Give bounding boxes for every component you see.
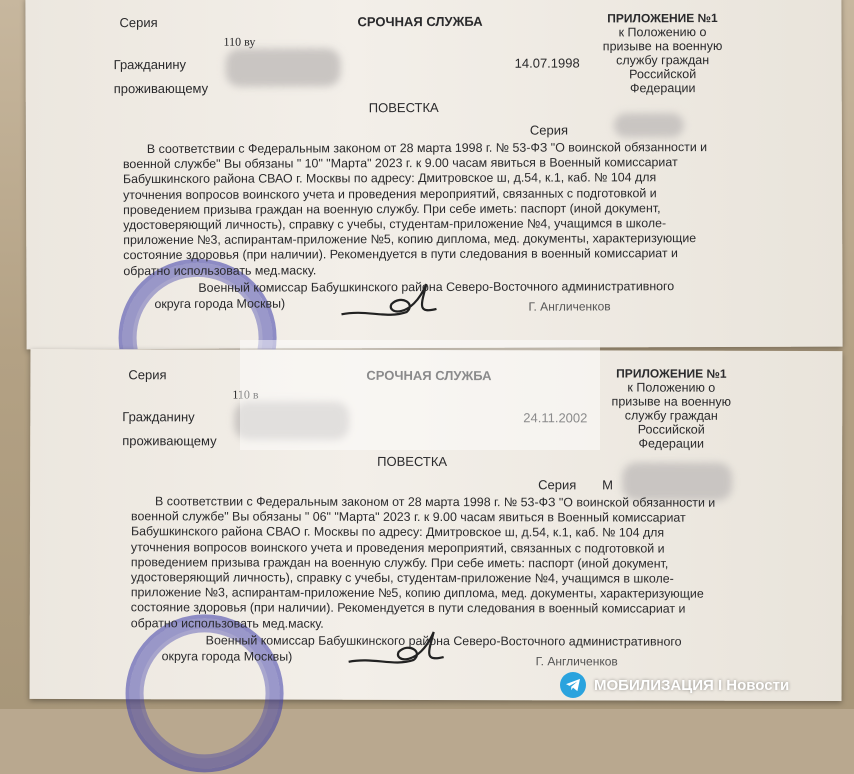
summons-heading: ПОВЕСТКА — [368, 99, 439, 116]
series-number: 110 ву — [223, 34, 256, 49]
birth-date: 24.11.2002 — [523, 410, 588, 426]
series-label-2: Серия — [529, 122, 569, 138]
body-line: удостоверяющий личность), справку с учебы, студентам-приложение №4, учащимся в школе- — [123, 216, 667, 233]
redacted-series — [614, 113, 684, 137]
service-type-title: СРОЧНАЯ СЛУЖБА — [357, 13, 483, 30]
appendix-line: ПРИЛОЖЕНИЕ №1 — [616, 366, 727, 381]
summons-body — [131, 494, 791, 633]
body-line: проведением призыва граждан на военную службу. При себе иметь: паспорт (иной документ, — [130, 555, 669, 571]
summons-body — [123, 140, 783, 279]
body-line: состояние здоровья (при наличии). Рекомендуется в пути следования в военный комиссариат и — [123, 246, 678, 263]
summons-heading: ПОВЕСТКА — [377, 453, 448, 470]
citizen-label: Гражданину — [122, 409, 195, 425]
series-value-2: М — [602, 477, 613, 493]
appendix-block — [597, 11, 727, 95]
body-line: обратно использовать мед.маску. — [130, 615, 324, 631]
series-label: Серия — [128, 367, 167, 383]
body-line: военной службе" Вы обязаны " 06" "Марта" 2023 г. к 9.00 часам явиться в Военный комиссариат — [131, 509, 686, 525]
commissar-line-2: округа города Москвы) — [154, 296, 286, 311]
appendix-line: к Положению о — [627, 380, 716, 395]
signer-name: Г. Англиченков — [528, 299, 611, 314]
appendix-line: службу граждан — [616, 53, 710, 68]
telegram-icon — [560, 672, 586, 698]
appendix-line: Федерации — [629, 81, 696, 96]
channel-name: МОБИЛИЗАЦИЯ I Новости — [594, 676, 790, 694]
appendix-line: призыве на военную — [602, 38, 723, 54]
appendix-line: Российской — [637, 422, 705, 437]
residing-label: проживающему — [113, 80, 209, 97]
service-type-title: СРОЧНАЯ СЛУЖБА — [366, 367, 492, 384]
body-line: состояние здоровья (при наличии). Рекомендуется в пути следования в военный комиссариат и — [130, 600, 686, 617]
appendix-line: к Положению о — [618, 25, 707, 40]
body-line: уточнения вопросов воинского учета и проведения мероприятий, связанных с подготовкой и — [123, 185, 657, 202]
commissar-line-2: округа города Москвы) — [161, 649, 293, 664]
body-line: проведением призыва граждан на военную службу. При себе иметь: паспорт (иной документ, — [123, 201, 661, 217]
series-number: 110 в — [232, 387, 259, 402]
summons-document-1 — [25, 0, 842, 349]
body-line: уточнения вопросов воинского учета и проведения мероприятий, связанных с подготовкой и — [130, 539, 665, 556]
commissar-line: Военный комиссар Бабушкинского района Северо-Восточного административного — [198, 279, 675, 295]
body-line: удостоверяющий личность), справку с учебы, студентам-приложение №4, учащимся в школе- — [130, 570, 674, 586]
body-line: Бабушкинского района СВАО г. Москвы по адресу: Дмитровское ш, д.54, к.1, каб. № 104 для — [122, 170, 657, 187]
body-line: приложение №3, аспирантам-приложение №5, копию диплома, мед. документы, характеризующие — [130, 585, 704, 601]
telegram-watermark — [560, 672, 789, 698]
citizen-label: Гражданину — [113, 56, 187, 73]
commissar-line: Военный комиссар Бабушкинского района Северо-Восточного административного — [205, 633, 682, 649]
signer-name: Г. Англиченков — [535, 654, 618, 669]
body-line: В соответствии с Федеральным законом от 28 марта 1998 г. № 53-ФЗ "О воинской обязанности и — [146, 140, 708, 157]
residing-label: проживающему — [122, 433, 217, 449]
body-line: военной службе" Вы обязаны " 10" "Марта" 2023 г. к 9.00 часам явиться в Военный комиссариат — [122, 155, 678, 172]
appendix-block — [606, 366, 736, 450]
redacted-name — [226, 48, 341, 86]
body-line: приложение №3, аспирантам-приложение №5, копию диплома, мед. документы, характеризующие — [123, 231, 697, 248]
body-line: Бабушкинского района СВАО г. Москвы по адресу: Дмитровское ш, д.54, к.1, каб. № 104 для — [130, 524, 665, 541]
appendix-line: ПРИЛОЖЕНИЕ №1 — [607, 11, 718, 26]
watermark-logo — [240, 340, 600, 450]
appendix-line: призыве на военную — [611, 394, 732, 409]
series-label: Серия — [119, 14, 158, 31]
body-line: В соответствии с Федеральным законом от 28 марта 1998 г. № 53-ФЗ "О воинской обязанности и — [155, 494, 716, 510]
body-line: обратно использовать мед.маску. — [123, 263, 317, 278]
appendix-line: Российской — [629, 67, 697, 82]
appendix-line: службу граждан — [624, 408, 718, 423]
birth-date: 14.07.1998 — [514, 55, 580, 71]
appendix-line: Федерации — [638, 436, 704, 451]
series-label-2: Серия — [538, 477, 577, 493]
